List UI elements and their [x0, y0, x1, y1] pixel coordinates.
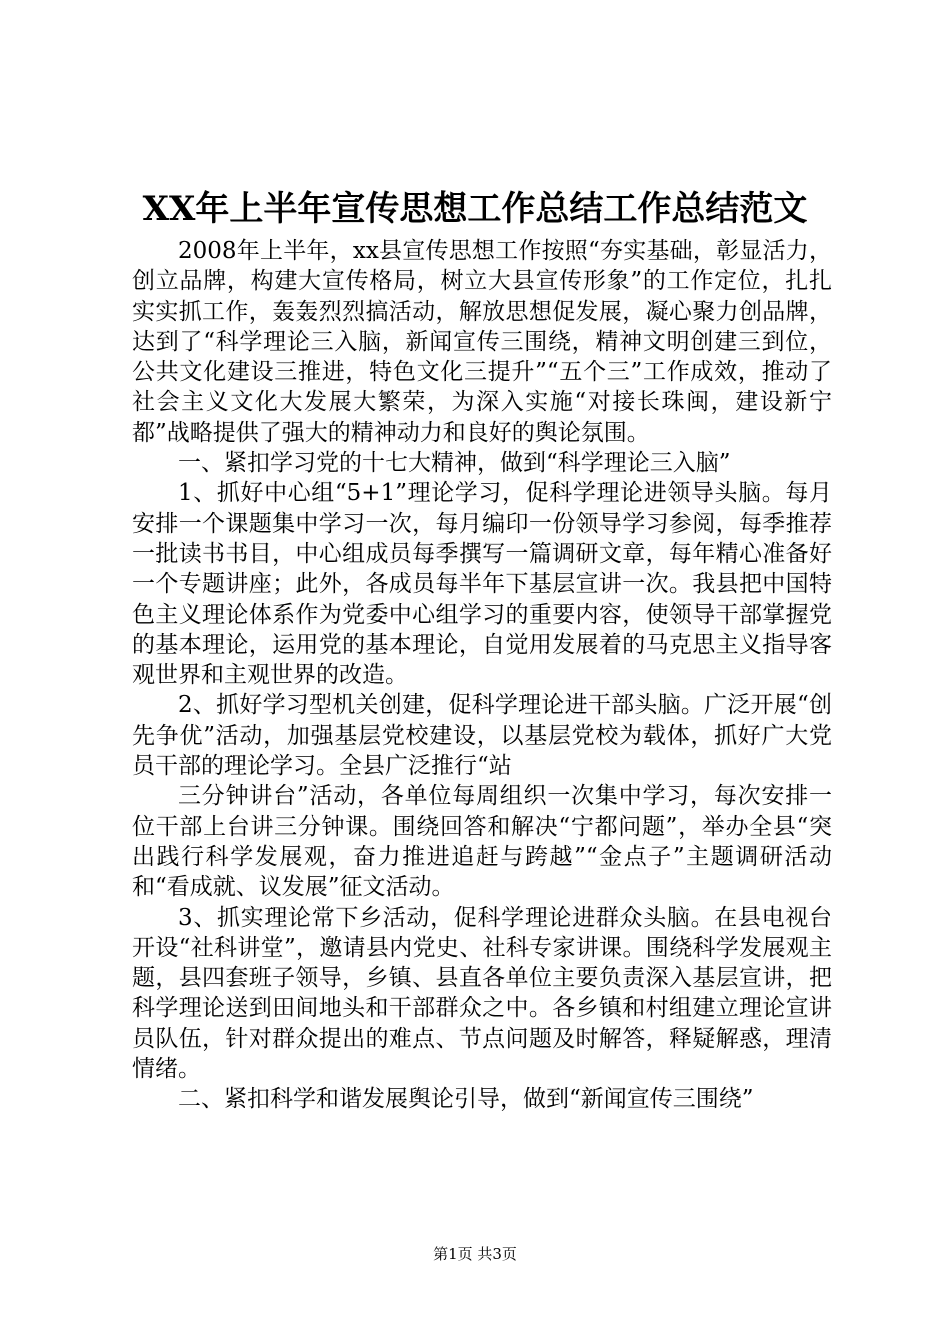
- paragraph-item-3: 3、抓实理论常下乡活动，促科学理论进群众头脑。在县电视台开设“社科讲堂”，邀请县内党史、社科专家讲课。围绕科学发展观主题，县四套班子领导，乡镇、县直各单位主要负责深入基层宣讲，把科学理论送到田间地头和干部群众之中。各乡镇和村组建立理论宣讲员队伍，针对群众提出的难点、节点问题及时解答，释疑解惑，理清情绪。: [132, 904, 832, 1083]
- paragraph-item-2: 2、抓好学习型机关创建，促科学理论进干部头脑。广泛开展“创先争优”活动，加强基层党校建设，以基层党校为载体，抓好广大党员干部的理论学习。全县广泛推行“站: [132, 692, 832, 780]
- section-heading-1: 一、紧扣学习党的十七大精神，做到“科学理论三入脑”: [178, 450, 731, 477]
- paragraph-item-1: 1、抓好中心组“5+1”理论学习，促科学理论进领导头脑。每月安排一个课题集中学习一次，每月编印一份领导学习参阅，每季推荐一批读书书目，中心组成员每季撰写一篇调研文章，每年精心准备好一个专题讲座；此外，各成员每半年下基层宣讲一次。我县把中国特色主义理论体系作为党委中心组学习的重要内容，使领导干部掌握党的基本理论，运用党的基本理论，自觉用发展着的马克思主义指导客观世界和主观世界的改造。: [132, 480, 832, 689]
- paragraph-item-2-continued: 三分钟讲台”活动，各单位每周组织一次集中学习，每次安排一位干部上台讲三分钟课。围绕回答和解决“宁都问题”，举办全县“突出践行科学发展观，奋力推进追赶与跨越”“金点子”主题调研活动和“看成就、议发展”征文活动。: [132, 783, 832, 901]
- section-heading-2: 二、紧扣科学和谐发展舆论引导，做到“新闻宣传三围绕”: [178, 1086, 754, 1113]
- page-footer: 第1页 共3页: [433, 1245, 517, 1263]
- document-title: XX年上半年宣传思想工作总结工作总结范文: [142, 189, 808, 229]
- document-body: [132, 236, 832, 1115]
- paragraph-intro: 2008年上半年，xx县宣传思想工作按照“夯实基础，彰显活力，创立品牌，构建大宣传格局，树立大县宣传形象”的工作定位，扎扎实实抓工作，轰轰烈烈搞活动，解放思想促发展，凝心聚力创品牌，达到了“科学理论三入脑，新闻宣传三围绕，精神文明创建三到位，公共文化建设三推进，特色文化三提升”“五个三”工作成效，推动了社会主义文化大发展大繁荣，为深入实施“对接长珠闽，建设新宁都”战略提供了强大的精神动力和良好的舆论氛围。: [132, 238, 832, 446]
